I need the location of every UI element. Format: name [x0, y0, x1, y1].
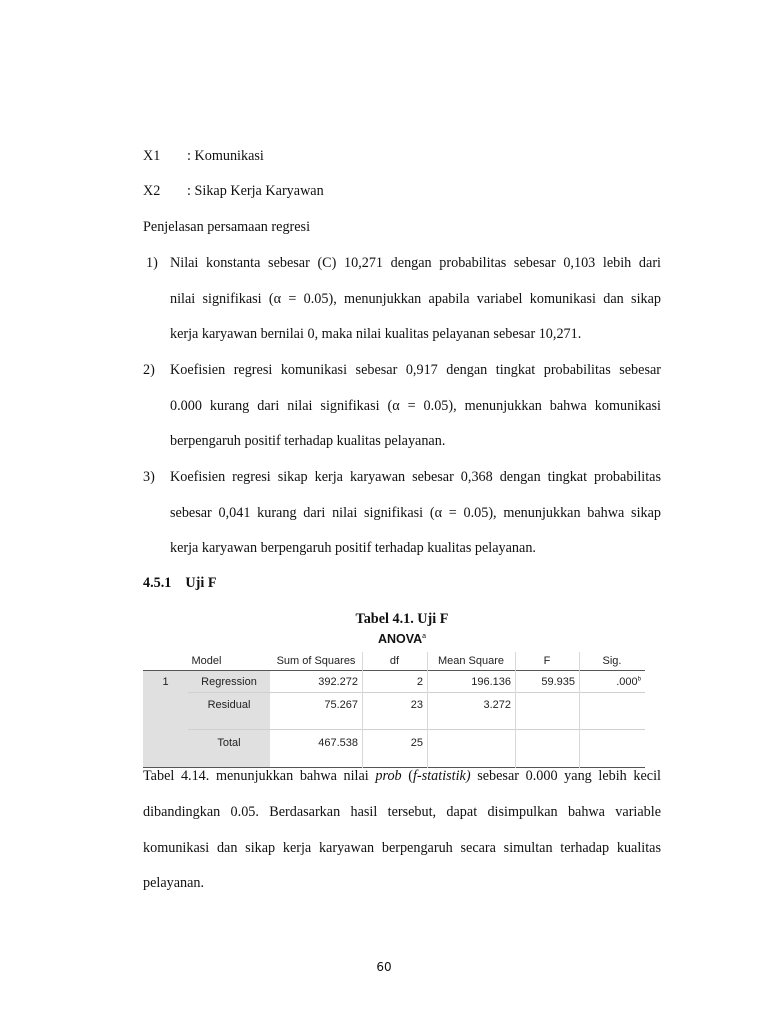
list-number: 1) — [146, 255, 158, 271]
header-divider — [143, 670, 645, 671]
row-label-total: Total — [217, 737, 241, 749]
list-item-line: Koefisien regresi sikap kerja karyawan sebesar 0,368 dengan tingkat probabilitas — [170, 469, 661, 485]
section-title: Uji F — [185, 575, 217, 591]
conclusion-line — [143, 767, 661, 785]
list-item-line: berpengaruh positif terhadap kualitas pelayanan. — [170, 433, 446, 449]
conclusion-text: sebesar 0.000 yang lebih kecil — [470, 768, 661, 784]
list-item-line: kerja karyawan bernilai 0, maka nilai kualitas pelayanan sebesar 10,271. — [170, 326, 582, 342]
header-df: df — [389, 655, 400, 667]
list-item-line: Koefisien regresi komunikasi sebesar 0,917 dengan tingkat probabilitas sebesar — [170, 362, 661, 378]
total-sum-of-squares: 467.538 — [318, 737, 358, 749]
header-sig: Sig. — [602, 655, 622, 667]
conclusion-emphasis: prob — [375, 768, 402, 784]
total-df: 25 — [410, 737, 423, 749]
column-divider — [515, 652, 516, 768]
row-divider — [188, 729, 645, 730]
header-model: Model — [191, 655, 222, 667]
variable-code: X2 — [143, 183, 161, 199]
header-sum-of-squares: Sum of Squares — [276, 655, 356, 667]
column-divider — [362, 652, 363, 768]
regression-sig — [579, 676, 645, 688]
list-item-line: Nilai konstanta sebesar (C) 10,271 dengan probabilitas sebesar 0,103 lebih dari — [170, 255, 661, 271]
header-f: F — [543, 655, 551, 667]
anova-title-text: ANOVA — [377, 632, 423, 646]
column-divider — [427, 652, 428, 768]
residual-df: 23 — [410, 699, 423, 711]
model-number: 1 — [162, 676, 169, 688]
conclusion-line: pelayanan. — [143, 875, 205, 891]
regression-f: 59.935 — [541, 676, 575, 688]
conclusion-line: dibandingkan 0.05. Berdasarkan hasil tersebut, dapat disimpulkan bahwa variable — [143, 804, 661, 820]
regression-df: 2 — [416, 676, 423, 688]
table-caption: Tabel 4.1. Uji F — [355, 611, 449, 627]
list-number: 3) — [143, 469, 155, 485]
conclusion-text: Tabel 4.14. menunjukkan bahwa nilai — [143, 768, 376, 784]
row-label-residual: Residual — [207, 699, 251, 711]
row-label-regression: Regression — [201, 676, 257, 688]
regression-sig-value: .000 — [616, 676, 638, 688]
page-number: 60 — [376, 960, 392, 974]
residual-sum-of-squares: 75.267 — [324, 699, 358, 711]
list-number: 2) — [143, 362, 155, 378]
list-item-line: nilai signifikasi (α = 0.05), menunjukkan apabila variabel komunikasi dan sikap — [170, 291, 661, 307]
regression-sig-footnote: b — [637, 676, 641, 683]
conclusion-text: ( — [401, 768, 414, 784]
list-item-line: sebesar 0,041 kurang dari nilai signifikasi (α = 0.05), menunjukkan bahwa sikap — [170, 505, 661, 521]
header-mean-square: Mean Square — [437, 655, 505, 667]
residual-mean-square: 3.272 — [483, 699, 511, 711]
section-number: 4.5.1 — [143, 575, 172, 591]
regression-mean-square: 196.136 — [471, 676, 511, 688]
anova-table — [143, 652, 645, 768]
anova-title-footnote: a — [422, 632, 427, 640]
list-item-line: kerja karyawan berpengaruh positif terhadap kualitas pelayanan. — [170, 540, 536, 556]
list-item-line: 0.000 kurang dari nilai signifikasi (α = 0.05), menunjukkan bahwa komunikasi — [170, 398, 661, 414]
variable-description: : Sikap Kerja Karyawan — [187, 183, 324, 199]
section-heading — [143, 575, 217, 592]
conclusion-line: komunikasi dan sikap kerja karyawan berpengaruh secara simultan terhadap kualitas — [143, 840, 661, 856]
variable-code: X1 — [143, 148, 161, 164]
variable-description: : Komunikasi — [187, 148, 264, 164]
row-divider — [188, 692, 645, 693]
regression-intro: Penjelasan persamaan regresi — [143, 219, 311, 235]
column-divider — [579, 652, 580, 768]
conclusion-emphasis: f-statistik) — [413, 768, 471, 784]
regression-sum-of-squares: 392.272 — [318, 676, 358, 688]
anova-title — [143, 632, 661, 646]
